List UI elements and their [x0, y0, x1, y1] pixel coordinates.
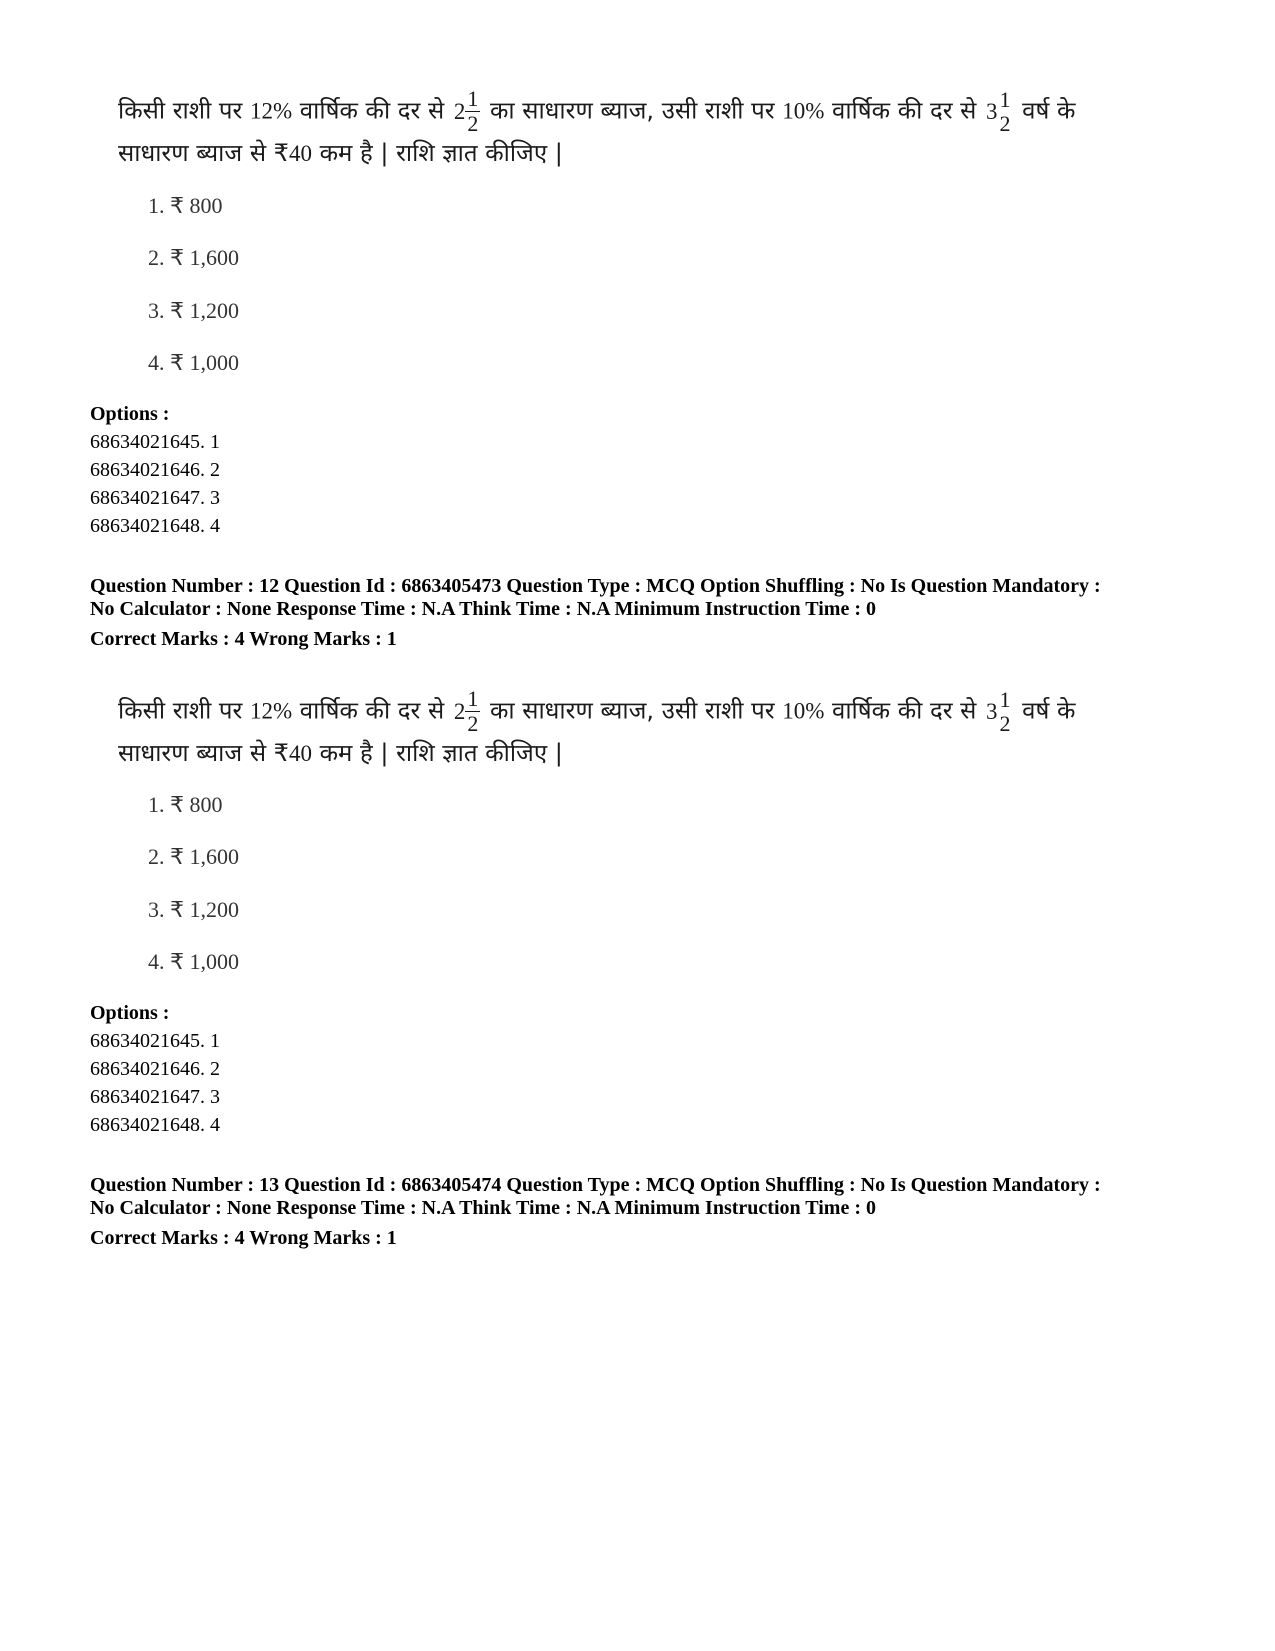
- question-text-segment: किसी राशी पर: [118, 696, 250, 725]
- question-text-line-1: [118, 688, 1075, 735]
- options-section: [90, 400, 220, 540]
- option-item: 68634021648. 4: [90, 515, 220, 537]
- mixed-fraction: [986, 686, 1013, 736]
- options-section: [90, 999, 220, 1139]
- fraction-numerator: 1: [467, 686, 479, 711]
- question-meta-line-1: Question Number : 13 Question Id : 6863405474 Question Type : MCQ Option Shuffling : No Is Question Mandatory :: [90, 1174, 1101, 1196]
- question-meta-line-2: No Calculator : None Response Time : N.A Think Time : N.A Minimum Instruction Time : 0: [90, 1197, 876, 1219]
- question-text-line-2: [118, 738, 563, 769]
- mixed-fraction: [454, 688, 481, 735]
- options-label: Options :: [90, 403, 170, 425]
- mixed-fraction: [454, 88, 481, 135]
- choice-item: 4. ₹ 1,000: [148, 949, 239, 974]
- question-text-segment: कम है | राशि ज्ञात कीजिए |: [311, 139, 563, 167]
- fraction-whole: 3: [986, 98, 998, 124]
- fraction-numerator: 1: [467, 86, 479, 111]
- choice-item: 4. ₹ 1,000: [148, 350, 239, 375]
- options-list: [90, 1027, 220, 1139]
- fraction-denominator: 2: [999, 710, 1011, 736]
- option-item: 68634021647. 3: [90, 487, 220, 509]
- rate-value: 10%: [782, 698, 825, 724]
- option-item: 68634021646. 2: [90, 459, 220, 481]
- question-marks: Correct Marks : 4 Wrong Marks : 1: [90, 628, 397, 650]
- question-meta-line-1: Question Number : 12 Question Id : 6863405473 Question Type : MCQ Option Shuffling : No Is Question Mandatory :: [90, 575, 1101, 597]
- question-text-segment: साधारण ब्याज से ₹: [118, 739, 289, 767]
- option-item: 68634021648. 4: [90, 1114, 220, 1136]
- amount-value: 40: [288, 141, 312, 166]
- question-text-segment: किसी राशी पर: [118, 96, 250, 125]
- fraction-whole: 2: [453, 98, 466, 124]
- question-text-line-2: [118, 138, 563, 169]
- question-header: [90, 575, 1101, 653]
- question-header: [90, 1174, 1101, 1252]
- options-label: Options :: [90, 1002, 170, 1024]
- question-text-segment: साधारण ब्याज से ₹: [118, 139, 289, 167]
- choice-item: 1. ₹ 800: [148, 792, 223, 817]
- rate-value: 12%: [250, 698, 293, 724]
- fraction-denominator: 2: [467, 111, 479, 136]
- choice-item: 2. ₹ 1,600: [148, 245, 239, 270]
- question-marks: Correct Marks : 4 Wrong Marks : 1: [90, 1227, 397, 1249]
- rate-value: 10%: [782, 98, 825, 124]
- choice-item: 3. ₹ 1,200: [148, 298, 239, 323]
- question-text-segment: का साधारण ब्याज, उसी राशी पर: [482, 96, 783, 125]
- question-text-segment: वार्षिक की दर से: [824, 96, 985, 125]
- fraction-whole: 3: [986, 698, 998, 724]
- question-meta-line-2: No Calculator : None Response Time : N.A Think Time : N.A Minimum Instruction Time : 0: [90, 598, 876, 620]
- options-list: [90, 428, 220, 540]
- question-text-line-1: [118, 88, 1075, 135]
- question-text-segment: का साधारण ब्याज, उसी राशी पर: [482, 696, 783, 725]
- question-text-segment: वर्ष के: [1014, 696, 1076, 725]
- choice-item: 1. ₹ 800: [148, 193, 223, 218]
- option-item: 68634021647. 3: [90, 1086, 220, 1108]
- fraction-whole: 2: [453, 698, 466, 724]
- amount-value: 40: [288, 741, 312, 766]
- choice-item: 2. ₹ 1,600: [148, 844, 239, 869]
- rate-value: 12%: [250, 98, 293, 124]
- fraction-numerator: 1: [999, 686, 1011, 712]
- option-item: 68634021645. 1: [90, 1030, 220, 1052]
- option-item: 68634021645. 1: [90, 431, 220, 453]
- choice-item: 3. ₹ 1,200: [148, 897, 239, 922]
- fraction-numerator: 1: [999, 86, 1011, 112]
- question-text-segment: वार्षिक की दर से: [292, 696, 452, 725]
- mixed-fraction: [986, 86, 1013, 136]
- question-text-segment: वार्षिक की दर से: [824, 696, 985, 725]
- question-text-segment: वार्षिक की दर से: [292, 96, 452, 125]
- fraction-denominator: 2: [999, 110, 1011, 136]
- fraction-denominator: 2: [467, 711, 479, 736]
- question-text-segment: वर्ष के: [1014, 96, 1076, 125]
- option-item: 68634021646. 2: [90, 1058, 220, 1080]
- question-text-segment: कम है | राशि ज्ञात कीजिए |: [311, 739, 563, 767]
